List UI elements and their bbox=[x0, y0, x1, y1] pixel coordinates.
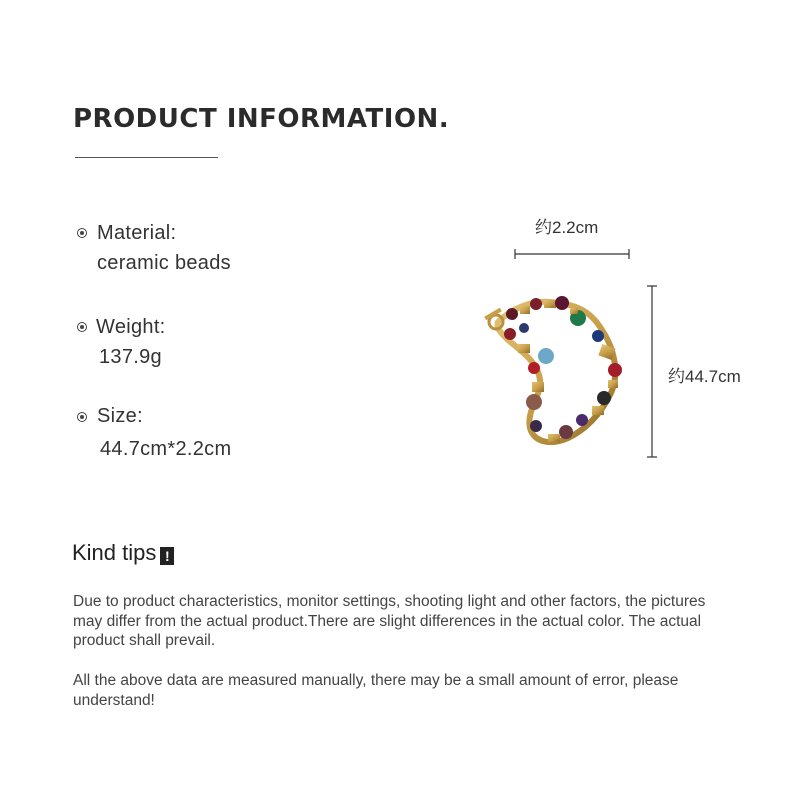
width-dimension-label: 约2.2cm bbox=[535, 218, 599, 237]
spec-size-label: Size: bbox=[97, 405, 143, 427]
bracelet-image bbox=[470, 270, 640, 450]
length-dimension-label: 约44.7cm bbox=[668, 367, 741, 386]
exclamation-icon: ! bbox=[160, 547, 174, 565]
spec-weight-value: 137.9g bbox=[99, 346, 162, 368]
kind-tips-label: Kind tips bbox=[72, 540, 157, 565]
page-title: PRODUCT INFORMATION. bbox=[73, 104, 450, 134]
spec-material-label: Material: bbox=[97, 222, 177, 244]
disclaimer-paragraph: Due to product characteristics, monitor settings, shooting light and other factors, the pictures may differ from the actual product.There are slight differences in the actual color. The actual product shall prevail. bbox=[73, 593, 706, 649]
spec-weight-label: Weight: bbox=[96, 316, 166, 338]
spec-material-value: ceramic beads bbox=[97, 252, 231, 274]
spec-size-value: 44.7cm*2.2cm bbox=[100, 438, 232, 460]
measurement-note: All the above data are measured manually, there may be a small amount of error, please understand! bbox=[73, 672, 679, 709]
kind-tips-title bbox=[72, 540, 174, 566]
